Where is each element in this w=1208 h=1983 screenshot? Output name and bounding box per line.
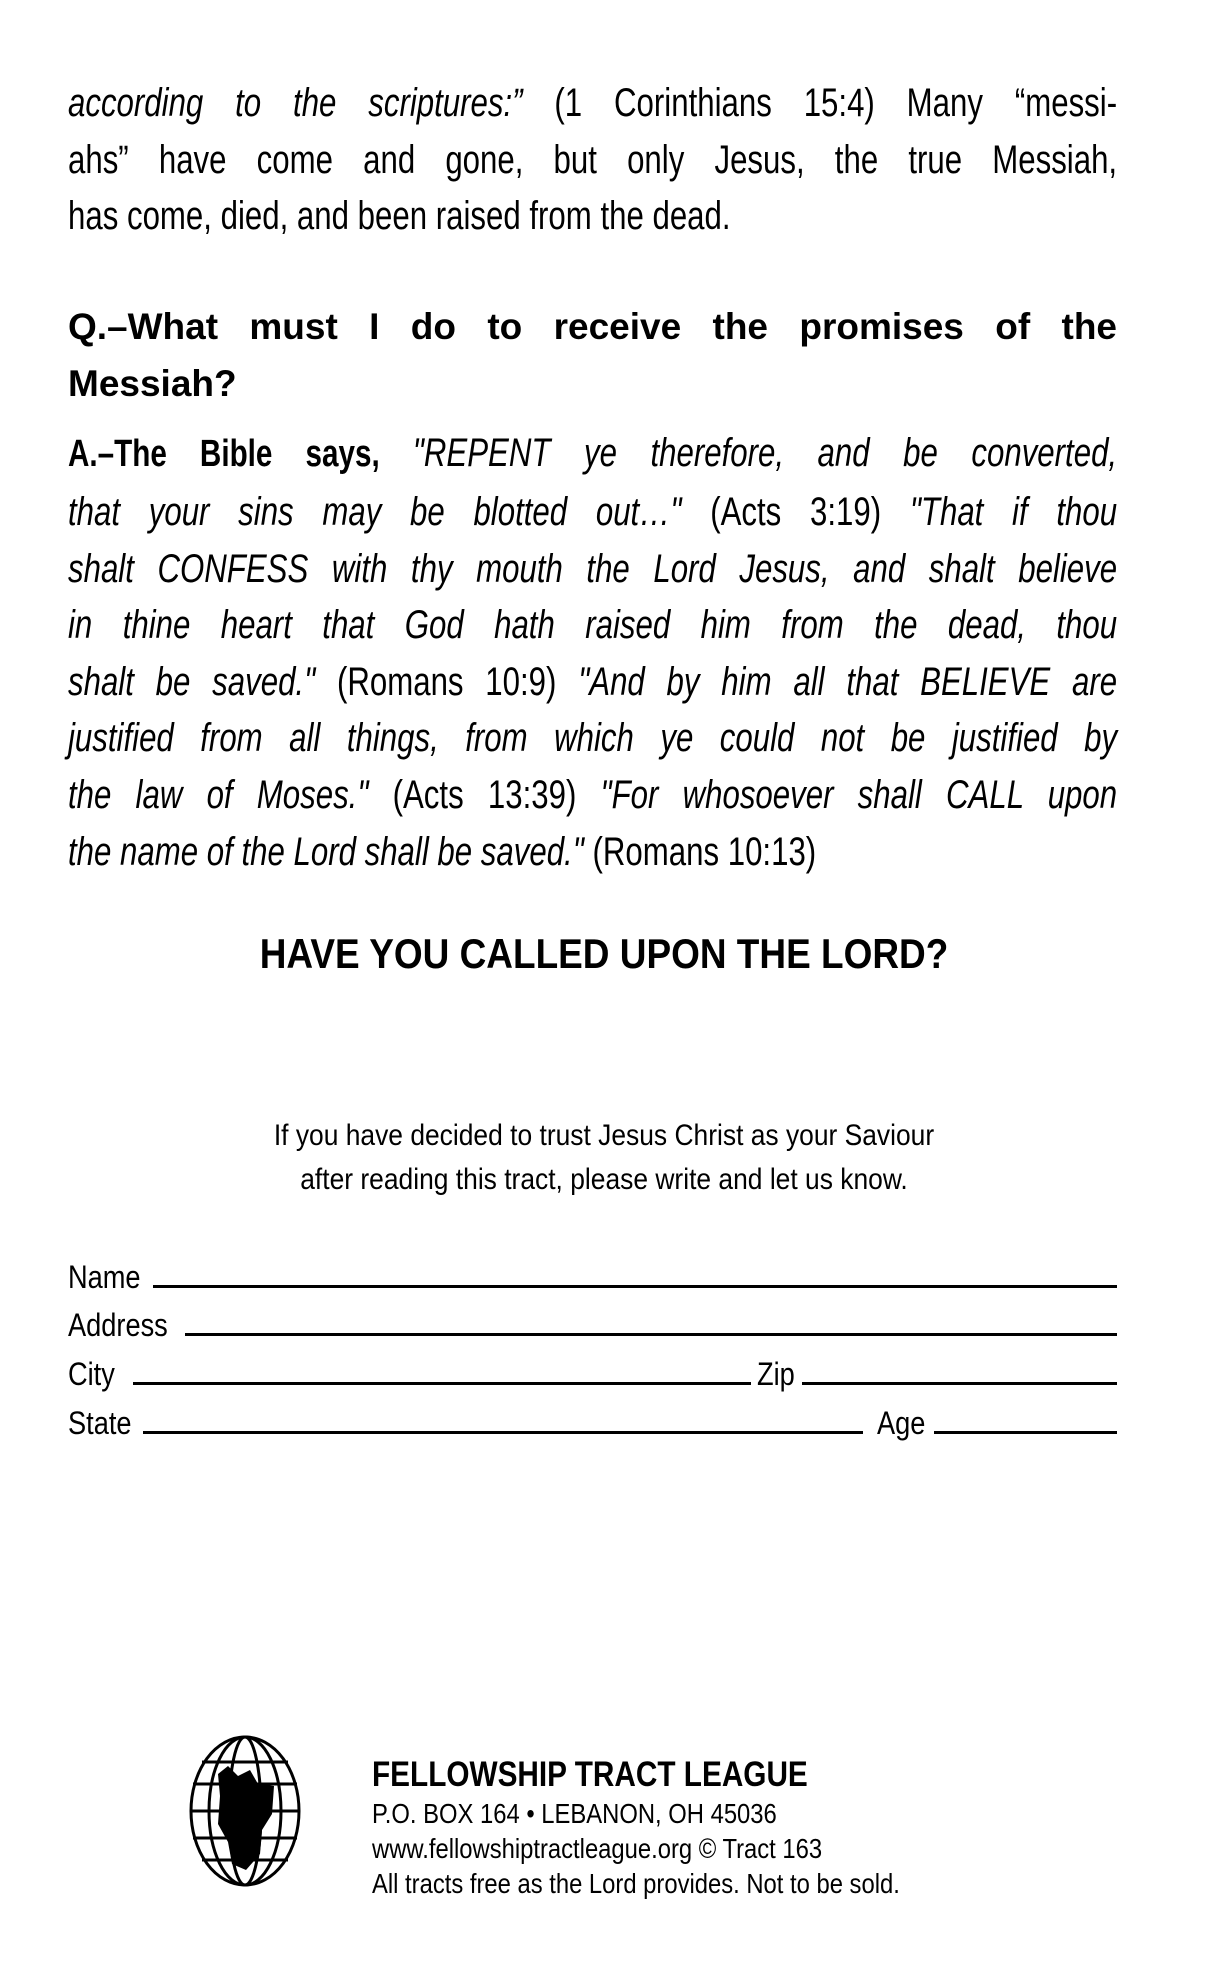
- city-field[interactable]: [133, 1382, 751, 1385]
- intro-line: has come, died, and been raised from the dead.: [68, 194, 731, 238]
- scripture-quote: the law of Moses.": [68, 773, 369, 817]
- age-label: Age: [876, 1405, 926, 1441]
- name-field-row: [68, 1252, 1117, 1296]
- org-name: FELLOWSHIP TRACT LEAGUE: [372, 1755, 808, 1794]
- scripture-quote: that your sins may be blotted out…": [68, 490, 682, 534]
- scripture-quote: "That if thou: [909, 490, 1118, 534]
- org-note: All tracts free as the Lord provides. Not to be sold.: [372, 1868, 900, 1899]
- answer-line: [68, 425, 1117, 481]
- scripture-quote: "And by him all that BELIEVE are: [578, 660, 1118, 704]
- call-heading: HAVE YOU CALLED UPON THE LORD?: [259, 930, 949, 977]
- name-field[interactable]: [153, 1285, 1117, 1288]
- invite-text: after reading this tract, please write and let us know.: [300, 1163, 908, 1196]
- invite-text: If you have decided to trust Jesus Christ as your Saviour: [273, 1119, 935, 1152]
- address-field-row: [68, 1300, 1117, 1344]
- reference: (Acts 3:19): [681, 490, 910, 534]
- answer-line: justified from all things, from which ye could not be justified by: [68, 716, 1118, 760]
- question-heading: Messiah?: [68, 363, 237, 404]
- answer-line: [68, 484, 1117, 540]
- scripture-quote: shalt be saved.": [68, 660, 316, 704]
- scripture-quote: the name of the Lord shall be saved.": [68, 830, 584, 874]
- city-zip-row: [68, 1349, 1117, 1393]
- question-heading: Q.–What must I do to receive the promises of the: [68, 306, 1117, 347]
- answer-line: [68, 824, 1117, 880]
- zip-field[interactable]: [802, 1382, 1117, 1385]
- answer-label: A.–The Bible says,: [68, 433, 413, 475]
- globe-logo-icon: [188, 1734, 302, 1888]
- state-label: State: [68, 1405, 132, 1441]
- answer-line: [68, 654, 1117, 710]
- org-website: www.fellowshiptractleague.org © Tract 163: [372, 1833, 823, 1864]
- intro-line: ahs” have come and gone, but only Jesus, the true Messiah,: [68, 138, 1118, 182]
- org-address: P.O. BOX 164 • LEBANON, OH 45036: [372, 1798, 777, 1829]
- reference: (Acts 13:39): [368, 773, 601, 817]
- state-field[interactable]: [143, 1431, 863, 1434]
- age-field[interactable]: [934, 1431, 1117, 1434]
- city-label: City: [68, 1356, 115, 1392]
- scripture-quote: "REPENT ye therefore, and be converted,: [412, 431, 1118, 475]
- text: (1 Corinthians 15:4) Many “messi-: [522, 81, 1118, 125]
- address-field[interactable]: [185, 1333, 1117, 1336]
- name-label: Name: [68, 1259, 141, 1295]
- reference: (Romans 10:13): [583, 830, 817, 874]
- intro-line: [68, 75, 1117, 131]
- scripture-quote: according to the scriptures:”: [68, 81, 523, 125]
- scripture-quote: "For whosoever shall CALL upon: [600, 773, 1118, 817]
- address-label: Address: [68, 1307, 168, 1343]
- state-age-row: [68, 1398, 1117, 1442]
- reference: (Romans 10:9): [315, 660, 579, 704]
- answer-line: in thine heart that God hath raised him from the dead, thou: [68, 603, 1118, 647]
- zip-label: Zip: [757, 1356, 795, 1392]
- answer-line: [68, 767, 1117, 823]
- answer-line: shalt CONFESS with thy mouth the Lord Jesus, and shalt believe: [68, 547, 1118, 591]
